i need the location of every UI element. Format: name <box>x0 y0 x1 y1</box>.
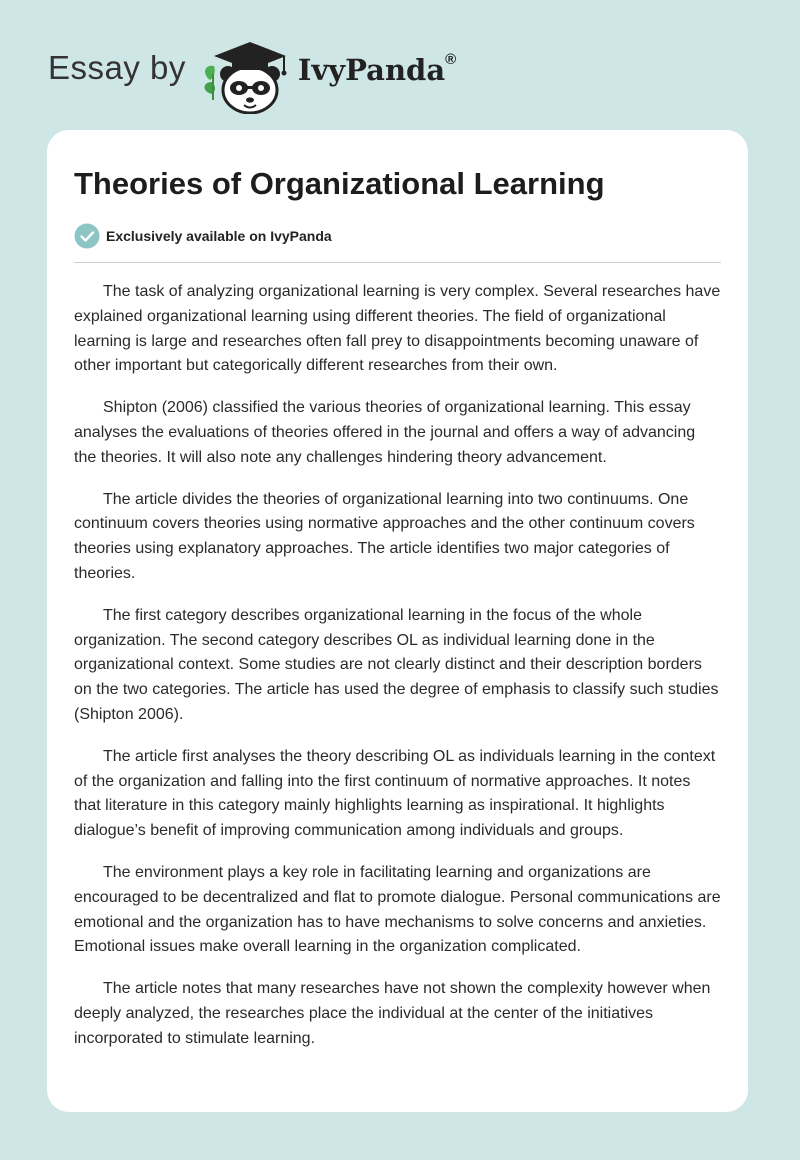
essay-card <box>47 130 748 1112</box>
essay-by-label: Essay by <box>48 49 186 86</box>
essay-body <box>74 280 721 1052</box>
paragraph: The article notes that many researches have not shown the complexity however when deeply analyzed, the researches place the individual at the center of the initiatives incorporated to stimulate learning. <box>74 980 711 1047</box>
paragraph: The task of analyzing organizational learning is very complex. Several researches have explained organizational learning using different theories. The field of organizational learning is large and researches often fall prey to disappointments becoming unaware of other important but categorically different researches from their own. <box>74 283 721 375</box>
availability-text: Exclusively available on IvyPanda <box>106 228 332 244</box>
paragraph: The environment plays a key role in facilitating learning and organizations are encouraged to be decentralized and flat to promote dialogue. Personal communications are emotional and the organization has to have mechanisms to solve concerns and anxieties. Emotional issues make overall learning in the organization complicated. <box>74 863 721 956</box>
registered-mark: ® <box>445 51 457 68</box>
check-circle-icon <box>74 223 100 249</box>
page-title: Theories of Organizational Learning <box>74 166 605 201</box>
paragraph: Shipton (2006) classified the various theories of organizational learning. This essay analyses the evaluations of theories offered in the journal and offers a way of advancing the theories. It will also note any challenges hindering theory advancement. <box>74 399 696 466</box>
panda-graduate-logo-icon[interactable] <box>200 34 296 114</box>
paragraph: The article divides the theories of organizational learning into two continuums. One continuum covers theories using normative approaches and the other continuum covers theories using explanatory approaches. The article identifies two major categories of theories. <box>74 490 695 582</box>
divider <box>74 262 721 263</box>
paragraph: The first category describes organizational learning in the focus of the whole organization. The second category describes OL as individual learning done in the organizational context. Some studies are not clearly distinct and their description borders on the two categories. The article has used the degree of emphasis to classify such studies (Shipton 2006). <box>74 606 719 723</box>
brand-name[interactable]: IvyPanda® <box>297 51 457 87</box>
paragraph: The article first analyses the theory describing OL as individuals learning in the context of the organization and falling into the first continuum of normative approaches. It notes that literature in this category mainly highlights learning as inspirational. It highlights dialogue’s benefit of improving communication among individuals and groups. <box>74 747 716 840</box>
site-header <box>48 34 456 114</box>
availability-badge <box>74 223 721 249</box>
